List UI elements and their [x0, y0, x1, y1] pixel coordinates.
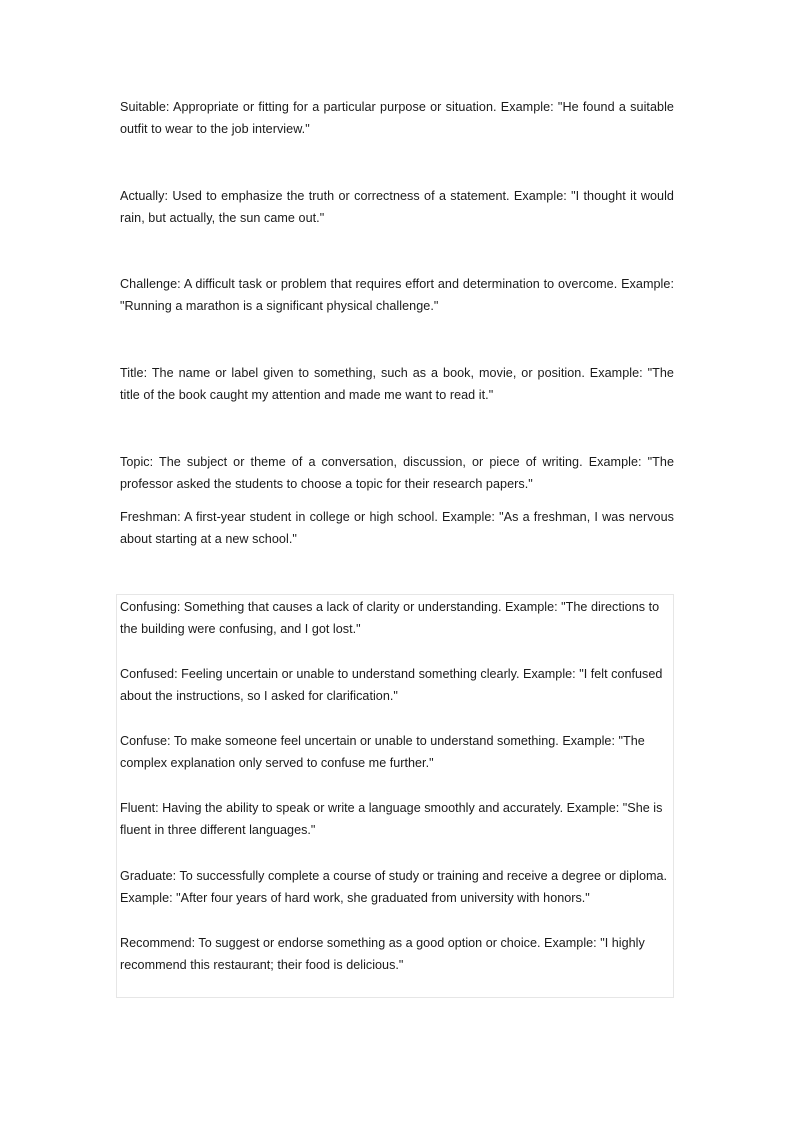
bordered-text-box — [116, 594, 674, 998]
definition-challenge: Challenge: A difficult task or problem that requires effort and determination to overcome. Example: "Running a marathon is a significant physical challenge." — [120, 277, 674, 313]
definition-actually: Actually: Used to emphasize the truth or correctness of a statement. Example: "I thought it would rain, but actually, the sun came out." — [120, 189, 674, 225]
definition-confusing: Confusing: Something that causes a lack of clarity or understanding. Example: "The directions to the building were confusing, and I got lost." — [120, 600, 660, 636]
definition-confused: Confused: Feeling uncertain or unable to understand something clearly. Example: "I felt confused about the instructions, so I asked for clarification." — [120, 667, 663, 703]
definition-recommend: Recommend: To suggest or endorse something as a good option or choice. Example: "I highly recommend this restaurant; their food is delicious." — [120, 936, 645, 972]
definition-suitable: Suitable: Appropriate or fitting for a particular purpose or situation. Example: "He found a suitable outfit to wear to the job interview." — [120, 100, 674, 136]
definition-title: Title: The name or label given to something, such as a book, movie, or position. Example: "The title of the book caught my attention and made me want to read it." — [120, 366, 674, 402]
definition-fluent: Fluent: Having the ability to speak or write a language smoothly and accurately. Example: "She is fluent in three different languages." — [120, 801, 663, 837]
definition-confuse: Confuse: To make someone feel uncertain or unable to understand something. Example: "The complex explanation only served to confuse me further." — [120, 734, 645, 770]
definition-freshman: Freshman: A first-year student in college or high school. Example: "As a freshman, I was nervous about starting at a new school." — [120, 510, 674, 546]
definition-topic: Topic: The subject or theme of a conversation, discussion, or piece of writing. Example: "The professor asked the students to choose a topic for their research papers." — [120, 455, 674, 491]
definition-graduate: Graduate: To successfully complete a course of study or training and receive a degree or diploma. Example: "After four years of hard work, she graduated from university with honors." — [120, 869, 668, 905]
